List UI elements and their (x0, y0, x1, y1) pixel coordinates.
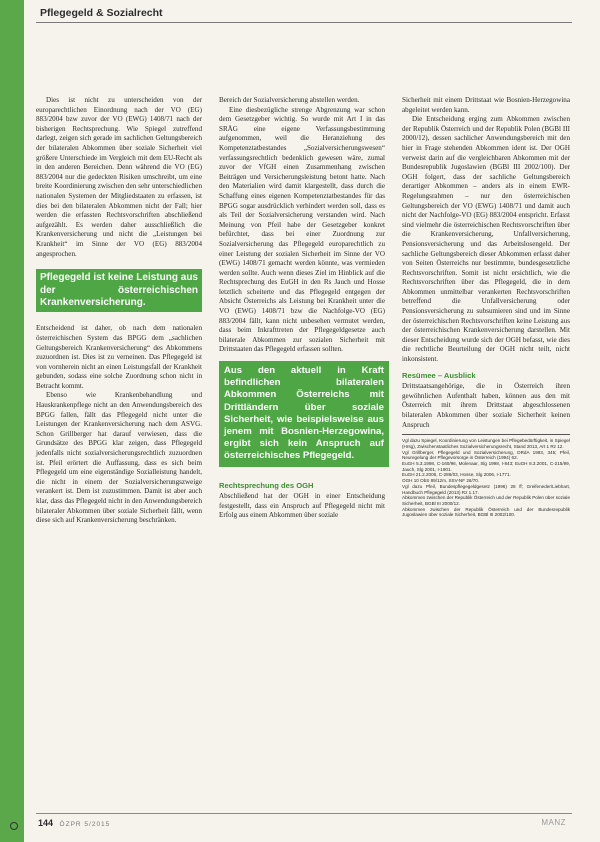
column-3 (402, 96, 570, 518)
footnote: Abkommen zwischen der Republik Österreich und der Republik Polen über soziale Sicherheit, BGBl III 2000/12. (402, 495, 571, 506)
footnote: OGH 10 ObS 89/12m, SSV-NF 26/70. (402, 478, 480, 484)
footer-left (38, 818, 110, 828)
footnotes (402, 434, 570, 518)
section-heading: Resümee – Ausblick (402, 370, 476, 380)
column-1 (36, 96, 202, 526)
paragraph: Die Entscheidung erging zum Abkommen zwischen der Republik Österreich und der Republik Polen (BGBl III 2000/12), dessen sachlicher Anwendungsbereich mit den hier in Frage stehenden Abkommen ident ist. Der OGH verweist darin auf die vergleichbaren Abkommen mit der Bundesrepublik Jugoslawien (BGBl III 2002/100). Der OGH folgert, dass der sachliche Geltungsbereich derartiger Abkommen – anders als in einem EWR-Regelungsrahmen – nur den österreichischen Geltungsbereich der VO (EWG) 1408/71 und damit auch nicht der Nachfolge-VO (EG) 883/2004 entspricht. Erfasst sind vielmehr die österreichischen Rechtsvorschriften über die Krankenversicherung, Unfallversicherung, Pensionsversicherung und das Arbeitslosengeld. Der sachliche Geltungsbereich dieser Abkommen erfasst daher von Seiten Österreichs nur bestimmte, bundesgesetzliche Rechtsvorschriften. Somit ist nicht ersichtlich, wie die Rechtsvorschriften über das Pflegegeld, die in dem Abkommen unmittelbar verankerten Rechtsvorschriften betreffend die Unfallversicherung oder Pensionsversicherung zu subsumieren sind und im Sinne der österreichischen Rechtsvorschriften keine Leistung aus der österreichischen Krankenversicherung darstellen. Mit dieser Entscheidung wurde sich der OGH befasst, wie dies die rechtliche Beurteilung der OGH nicht teilt, nicht inkonsistent. (402, 115, 570, 364)
registration-mark-icon (10, 822, 18, 830)
footnote: EuGH 21.2.2006, C-286/03, Hosse, Slg 2006, I-1771. (402, 472, 511, 478)
paragraph: Bereich der Sozialversicherung abstellen werden. (219, 96, 360, 104)
page-number: 144 (38, 818, 54, 828)
column-2 (219, 96, 385, 521)
paragraph: Entscheidend ist daher, ob nach dem nationalen österreichischen System das BPGG dem „sachlichen Geltungsbereich Krankenversicherung“ des Abkommens zuzuordnen ist. Dies ist zu verneinen. Das Pflegegeld ist von vornherein nicht an einen Leistungsfall der Krankheit gebunden, sodass eine solche Zuordnung schon nicht in Betracht kommt. (36, 324, 202, 390)
footnote: EuGH 5.3.1998, C-160/96, Molenaar, Slg 1998, I-843; EuGH 8.3.2001, C-215/99, Jauch, Slg 2001, I-1901. (402, 461, 570, 472)
publisher-logo: MANZ (541, 818, 566, 827)
running-header: Pflegegeld & Sozialrecht (40, 7, 163, 19)
green-margin-bar (0, 0, 24, 842)
section-heading: Rechtsprechung des OGH (219, 480, 314, 490)
footer-rule (36, 813, 572, 814)
paragraph: Abschließend hat der OGH in einer Entscheidung festgestellt, dass ein Anspruch auf Pflegegeld nicht mit Erfolg aus einem Abkommen über soziale (219, 492, 385, 520)
footnote: Vgl dazu Spiegel, Koordinierung von Leistungen bei Pflegebedürftigkeit, in Spiegel (Hrsg), Zwischenstaatliches Sozialversicherungsrecht, Stand 2013, Art 1 Rz 12. (402, 438, 570, 449)
header-rule (36, 22, 572, 23)
paragraph: Sicherheit mit einem Drittstaat wie Bosnien-Herzegowina abgeleitet werden kann. (402, 96, 570, 114)
paragraph: Ebenso wie Krankenbehandlung und Hauskrankenpflege nicht an den Anwendungsbereich des BPGG fallen, fällt das Pflegegeld nicht unter die Leistungen der Krankenversicherung nach dem ASVG. Schon Grillberger hat darauf verwiesen, dass die Grundsätze des BPGG klar zeigen, dass Pflegegeld jedenfalls nicht sozialversicherungsrechtlich zuzuordnen ist. Pfeil erörtert die Auffassung, dass es sich beim Pflegegeld um eine eigenständige Sozialleistung handelt, die nicht in einem der Sozialversicherungszweige verankert ist. Dem ist zuzustimmen. Damit ist aber auch klar, dass das Pflegegeld nicht in den Anwendungsbereich bilateraler Abkommen über soziale Sicherheit fällt, wenn diese sich auf Krankenversicherung beschränken. (36, 391, 202, 525)
footnote: Vgl dazu Pfeil, Bundespflegegeldgesetz (1996) 28 ff; Greifeneder/Liebhart, Handbuch Pflegegeld (2013) Rz 1.17. (402, 483, 570, 495)
footnote: Vgl Grillberger, Pflegegeld und Sozialversicherung, DRdA 1993, 345; Pfeil, Neuregelung der Pflegevorsorge in Österreich (1994) 62. (402, 449, 570, 461)
journal-name: ÖZPR 5/2015 (59, 821, 111, 828)
paragraph: Dies ist nicht zu unterscheiden von der europarechtlichen Einordnung nach der VO (EG) 883/2004 bzw zuvor der VO (EWG) 1408/71 nach der bisherigen Rechtsprechung. Wie Spiegel zutreffend darlegt, zeigen sich gerade im sachlichen Geltungsbereich der bilateralen Abkommen über soziale Sicherheit viel größere Unterschiede im Vergleich mit dem EU-Recht als in den anderen Bereichen. Denn während die VO (EG) 883/2004 nur die gedeckten Risiken umschreibt, um eine breite Koordinierung zwischen den sehr unterschiedlichen nationalen Systemen der Mitgliedstaaten zu erfassen, ist dies bei den bilateralen Abkommen nicht der Fall; hier werden die erfassten Rechtsvorschriften abschließend aufgezählt. Es werden daher ausschließlich die Krankenversicherung und nicht die „Leistungen bei Krankheit“ im Sinne der VO (EG) 883/2004 angesprochen. (36, 96, 202, 258)
footnote: Abkommen zwischen der Republik Österreich und der Bundesrepublik Jugoslawien über soziale Sicherheit, BGBl III 2002/100. (402, 506, 570, 518)
pull-quote: Pflegegeld ist keine Leistung aus der österreichischen Krankenversicherung. (36, 269, 202, 312)
paragraph: Drittstaatsangehörige, die in Österreich ihren gewöhnlichen Aufenthalt haben, können aus den mit Österreich mit ihrem Drittstaat abgeschlossenen bilateralen Abkommen über soziale Sicherheit keinen Anspruch (402, 382, 570, 429)
paragraph: Eine diesbezügliche strenge Abgrenzung war schon dem Gesetzgeber wichtig. So wurde mit Art I in das SRÄG eine eigene Verfassungsbestimmung aufgenommen, weil die Heranziehung des Kompetenztatbestandes „Sozialversicherungswesen“ verfassungsrechtlich bedenklich gewesen wäre, zumal zuvor der VfGH einen Zusammenhang zwischen Beiträgen und Versicherungsleistung betont hatte. Nach den Materialien wird damit klargestellt, dass durch die Schaffung eines eigenen Kompetenztatbestandes für das BPGG sogar ausdrücklich verhindert werden soll, dass es als Teil der Sozialversicherung verstanden wird. Nach Meinung von Pfeil habe der Gesetzgeber konkret befürchtet, dass bei einer Zuordnung zur Sozialversicherung das Pflegegeld europarechtlich zu einer Leistung der sozialen Sicherheit im Sinne der VO (EWG) 1408/71 gemacht werden könnte, was vermieden werden sollte. Auch wenn dieses Ziel im Hinblick auf die Rechtsprechung des EuGH in den Rs Jauch und Hosse letztlich scheiterte und das Pflegegeld entgegen der Absicht Österreichs als Leistung bei Krankheit unter die VO (EWG) 1408/71 bzw die Nachfolge-VO (EG) 883/2004 fällt, kann nicht unbesehen vermutet werden, dass beim Inkrafttreten der Pflegegeldgesetze auch bilaterale Abkommen zur sozialen Sicherheit mit Drittstaaten das Pflegegeld erfassen sollten. (219, 105, 385, 354)
pull-quote: Aus den aktuell in Kraft befindlichen bilateralen Abkommen Österreichs mit Drittländern über soziale Sicherheit, wie beispielsweise aus jenem mit Bosnien-Herzegowina, ergibt sich kein Anspruch auf österreichisches Pflegegeld. (219, 361, 389, 467)
